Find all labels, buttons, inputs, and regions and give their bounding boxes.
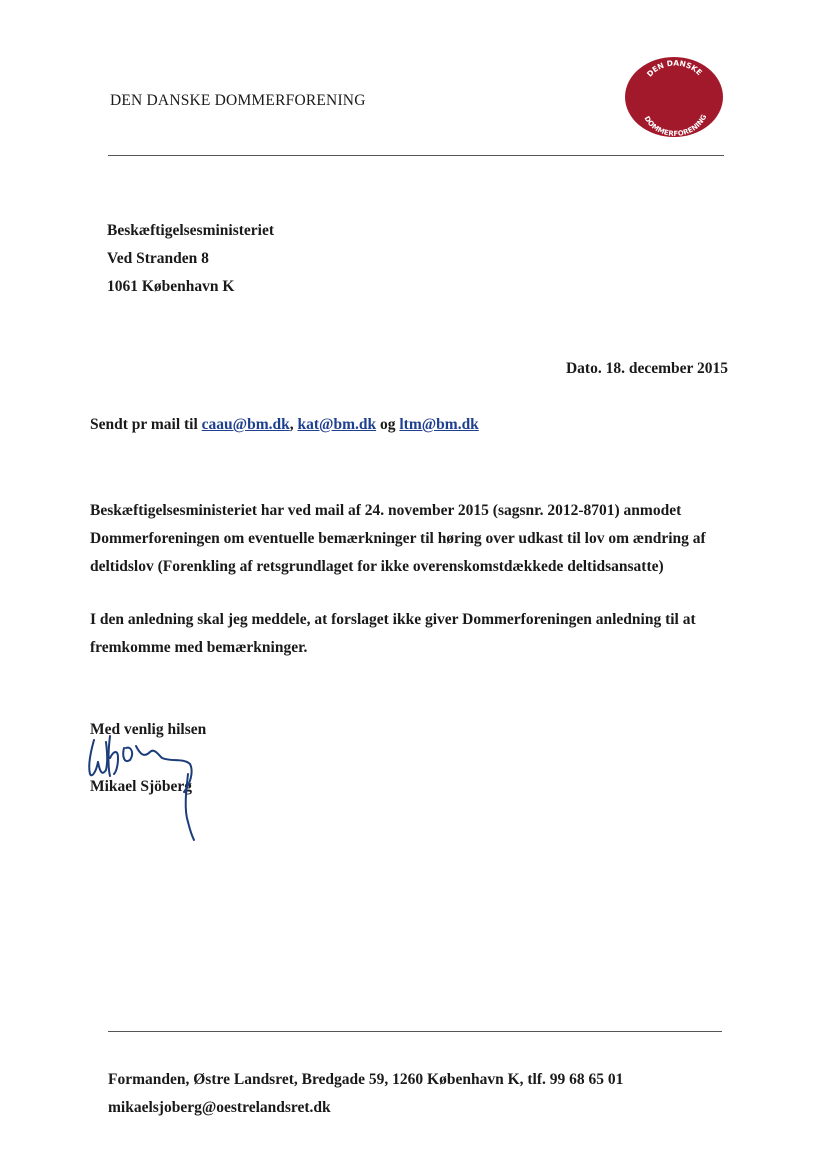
recipient-name: Beskæftigelsesministeriet	[107, 222, 275, 239]
email-link-ltm[interactable]: ltm@bm.dk	[399, 416, 479, 433]
handwritten-signature	[80, 732, 210, 844]
sent-prefix: Sendt pr mail til	[90, 416, 198, 433]
letter-date: Dato. 18. december 2015	[565, 360, 728, 377]
dommerforening-seal-logo	[624, 56, 724, 138]
recipient-city: 1061 København K	[107, 278, 235, 295]
email-link-kat[interactable]: kat@bm.dk	[297, 416, 377, 433]
email-link-caau[interactable]: caau@bm.dk	[201, 416, 290, 433]
sent-separator-og: og	[379, 416, 396, 433]
body-paragraph-2: I den anledning skal jeg meddele, at forslaget ikke giver Dommerforeningen anledning til at fremkomme med bemærkninger.	[90, 611, 696, 656]
body-paragraph-1: Beskæftigelsesministeriet har ved mail af 24. november 2015 (sagsnr. 2012-8701) anmodet Dommerforeningen om eventuelle bemærkninger til høring over udkast til lov om ændring af deltidslov (Forenkling af retsgrundlaget for ikke overenskomstdækkede deltidsansatte)	[90, 502, 706, 575]
signer-name: Mikael Sjöberg	[90, 778, 193, 795]
closing-greeting: Med venlig hilsen	[90, 721, 207, 738]
footer-address: Formanden, Østre Landsret, Bredgade 59, 1260 København K, tlf. 99 68 65 01	[108, 1071, 624, 1088]
sent-separator-comma: ,	[289, 416, 294, 433]
organization-name: DEN DANSKE DOMMERFORENING	[110, 92, 366, 109]
footer-divider	[108, 1031, 722, 1032]
footer-email: mikaelsjoberg@oestrelandsret.dk	[108, 1099, 331, 1116]
seal-text-top: DEN DANSKE	[645, 58, 704, 79]
header-divider	[108, 155, 724, 156]
seal-ellipse	[625, 57, 723, 137]
seal-text-bottom: DOMMERFORENING	[642, 113, 709, 138]
recipient-street: Ved Stranden 8	[107, 250, 209, 267]
sent-line	[90, 416, 479, 434]
